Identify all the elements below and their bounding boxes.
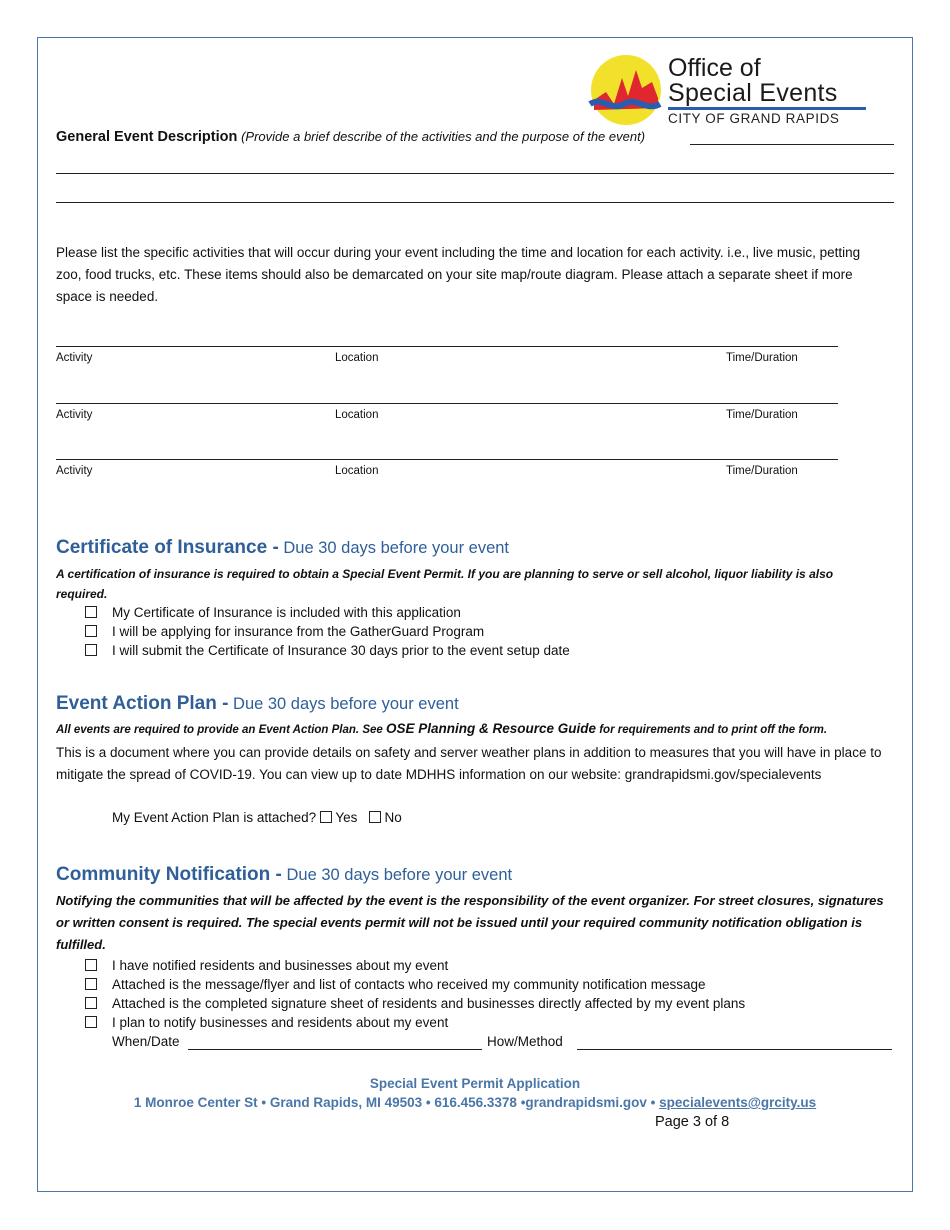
community-heading: [56, 864, 512, 886]
action-plan-body: This is a document where you can provide details on safety and server weather plans in addition to measures that you will have in place to mitigate the spread of COVID-19. You can view up to date MDHHS information on our website: grandrapidsmi.gov/specialevents: [56, 745, 882, 782]
logo-underline: [668, 107, 866, 110]
footer-address-row: [0, 1095, 950, 1110]
community-note: Notifying the communities that will be affected by the event is the responsibility of the event organizer. For street closures, signatures or written consent is required. The special events permit will not be issued until your required community notification obligation is fulfilled.: [56, 893, 884, 952]
location-label: Location: [335, 409, 379, 421]
location-label: Location: [335, 465, 379, 477]
community-option-3[interactable]: [85, 996, 746, 1011]
general-description-instruction: (Provide a brief describe of the activities and the purpose of the event): [241, 129, 646, 144]
time-duration-label: Time/Duration: [726, 352, 798, 364]
logo-line-1: Office of: [668, 54, 761, 82]
logo-line-2: Special Events: [668, 79, 838, 107]
activity-label: Activity: [56, 465, 93, 477]
checkbox-label: Attached is the message/flyer and list of contacts who received my community notification message: [112, 977, 706, 992]
activity-label: Activity: [56, 409, 93, 421]
time-duration-label: Time/Duration: [726, 409, 798, 421]
insurance-option-3[interactable]: [85, 643, 570, 658]
logo-line-3: CITY OF GRAND RAPIDS: [668, 111, 840, 126]
checkbox-label: I plan to notify businesses and residents about my event: [112, 1015, 449, 1030]
checkbox[interactable]: [85, 644, 97, 656]
general-description-label: General Event Description: [56, 129, 238, 145]
action-plan-note-start: All events are required to provide an Event Action Plan. See: [56, 724, 386, 736]
insurance-option-1[interactable]: [85, 605, 461, 620]
activity-label: Activity: [56, 352, 93, 364]
yes-label: Yes: [335, 810, 358, 825]
activity-field-2[interactable]: [56, 403, 838, 404]
yes-checkbox[interactable]: [320, 811, 332, 823]
page-number: Page 3 of 8: [655, 1114, 730, 1130]
checkbox[interactable]: [85, 625, 97, 637]
checkbox-label: I have notified residents and businesses about my event: [112, 958, 449, 973]
insurance-due: Due 30 days before your event: [278, 539, 510, 557]
action-plan-question-row: [112, 807, 402, 829]
how-method-label: How/Method: [487, 1034, 563, 1049]
activities-intro: Please list the specific activities that will occur during your event including the time and location for each activity. i.e., live music, petting zoo, food trucks, etc. These items should also be demarcated on your site map/route diagram. Please attach a separate sheet if more space is needed.: [56, 245, 861, 304]
checkbox[interactable]: [85, 978, 97, 990]
checkbox-label: I will be applying for insurance from the GatherGuard Program: [112, 624, 485, 639]
activity-field-1[interactable]: [56, 346, 838, 347]
insurance-note: A certification of insurance is required to obtain a Special Event Permit. If you are planning to serve or sell alcohol, liquor liability is also required.: [56, 567, 834, 601]
action-plan-question: My Event Action Plan is attached?: [112, 810, 317, 825]
time-duration-label: Time/Duration: [726, 465, 798, 477]
checkbox[interactable]: [85, 606, 97, 618]
no-checkbox[interactable]: [369, 811, 381, 823]
checkbox[interactable]: [85, 1016, 97, 1028]
action-plan-note: [56, 721, 827, 736]
ose-guide-reference: OSE Planning & Resource Guide: [385, 721, 597, 736]
checkbox[interactable]: [85, 959, 97, 971]
general-description-field-2[interactable]: [56, 173, 894, 174]
no-label: No: [384, 810, 402, 825]
activity-field-3[interactable]: [56, 459, 838, 460]
insurance-heading: [56, 537, 509, 559]
general-description-row: [56, 126, 645, 148]
insurance-title: Certificate of Insurance -: [56, 537, 279, 558]
checkbox-label: Attached is the completed signature sheet of residents and businesses directly affected by my event plans: [112, 996, 746, 1011]
when-date-field[interactable]: [188, 1049, 482, 1050]
checkbox-label: My Certificate of Insurance is included with this application: [112, 605, 461, 620]
action-plan-note-end: for requirements and to print off the form.: [596, 724, 828, 736]
location-label: Location: [335, 352, 379, 364]
general-description-field-1[interactable]: [690, 144, 894, 145]
checkbox-label: I will submit the Certificate of Insurance 30 days prior to the event setup date: [112, 643, 570, 658]
checkbox[interactable]: [85, 997, 97, 1009]
ose-logo: [588, 52, 898, 130]
community-option-4[interactable]: [85, 1015, 449, 1030]
action-plan-heading: [56, 693, 459, 715]
community-title: Community Notification -: [56, 864, 282, 885]
ose-logo-mark: [588, 52, 666, 130]
community-option-1[interactable]: [85, 958, 449, 973]
community-option-2[interactable]: [85, 977, 706, 992]
community-due: Due 30 days before your event: [281, 866, 513, 884]
email-link[interactable]: specialevents@grcity.us: [659, 1095, 817, 1110]
insurance-option-2[interactable]: [85, 624, 485, 639]
when-date-label: When/Date: [112, 1034, 180, 1049]
general-description-field-3[interactable]: [56, 202, 894, 203]
action-plan-due: Due 30 days before your event: [228, 695, 459, 713]
action-plan-title: Event Action Plan -: [56, 693, 229, 714]
footer-address: 1 Monroe Center St • Grand Rapids, MI 49503 • 616.456.3378 •grandrapidsmi.gov •: [133, 1095, 660, 1110]
footer-title: Special Event Permit Application: [369, 1076, 581, 1091]
how-method-field[interactable]: [577, 1049, 892, 1050]
